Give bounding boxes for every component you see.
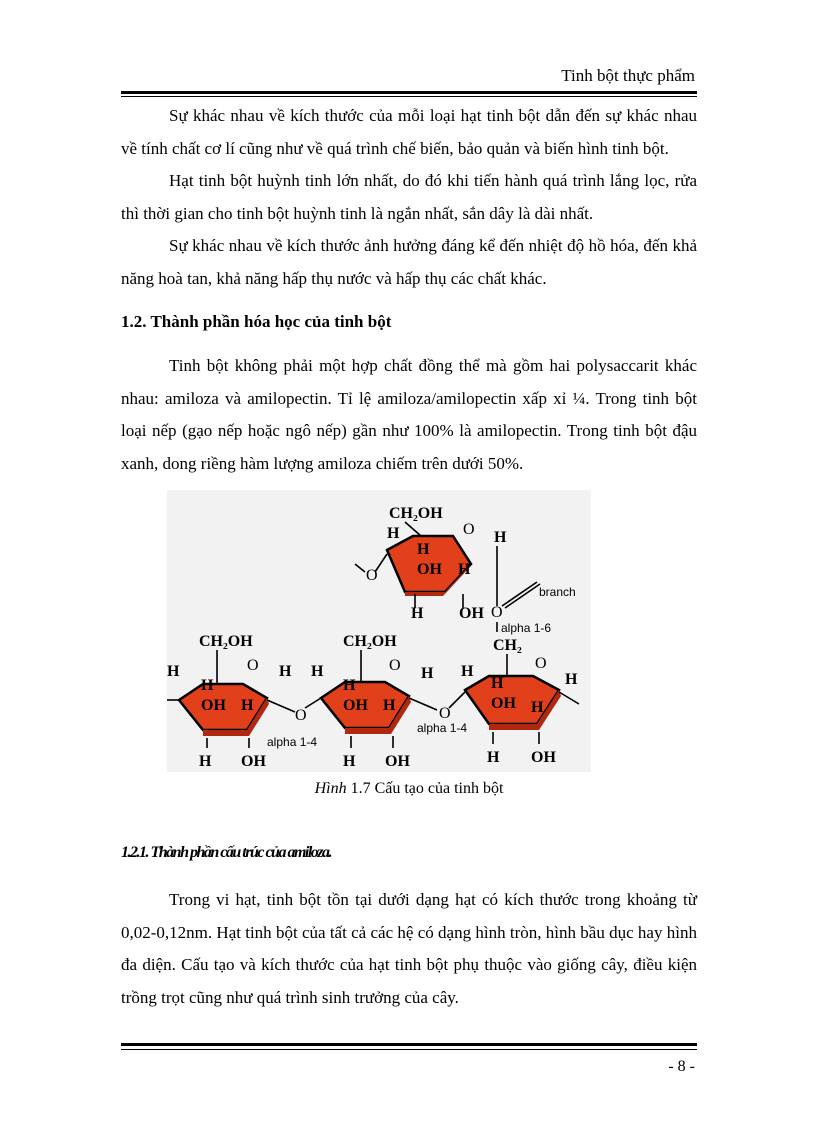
ring1-h-label: H <box>458 561 471 578</box>
ring2-h-label: H <box>241 697 254 714</box>
ring3-h-label: H <box>383 697 396 714</box>
ring4-o-label: O <box>535 655 547 672</box>
ring2-o-label: O <box>247 657 259 674</box>
ring2-oh-label: OH <box>201 697 226 714</box>
ring4-h-label: H <box>531 699 544 716</box>
ring2-h-label: H <box>167 663 180 680</box>
ring4-oh-label: OH <box>491 695 516 712</box>
document-body <box>121 100 697 1014</box>
paragraph-granule-shape: Trong vi hạt, tinh bột tồn tại dưới dạng hạt có kích thước trong khoảng từ 0,02-0,12nm. Hạt tinh bột của tất cả các hệ có dạng hình tròn, hình bầu dục hay hình đa diện. Cấu tạo và kích thước của hạt tinh bột phụ thuộc vào giống cây, điều kiện trồng trọt cũng như quá trình sinh trưởng của cây. <box>121 890 697 1007</box>
ring3-o-label: O <box>389 657 401 674</box>
ring1-oh-label: OH <box>417 561 442 578</box>
ring3-h-label: H <box>343 677 356 694</box>
ring1-h-label: H <box>411 605 424 622</box>
alpha-1-4-label: alpha 1-4 <box>267 735 318 749</box>
ring1-o-label: O <box>491 604 503 621</box>
starch-structure-figure <box>121 490 697 772</box>
ring1-ch2oh-label: CH₂OH <box>389 505 443 522</box>
alpha-1-6-label: alpha 1-6 <box>501 621 552 635</box>
figure-caption <box>121 780 697 798</box>
page-number: - 8 - <box>668 1058 695 1075</box>
branch-label: branch <box>539 585 576 599</box>
header-title: Tinh bột thực phẩm <box>561 66 695 85</box>
ring4-ch2-label: CH₂ <box>493 637 522 654</box>
section-heading: 1.2. Thành phần hóa học của tinh bột <box>121 312 392 331</box>
footer-rule-thin <box>121 1049 697 1050</box>
figure-caption-text: 1.7 Cấu tạo của tinh bột <box>350 780 504 797</box>
alpha-1-4-label: alpha 1-4 <box>417 721 468 735</box>
ring1-h-label: H <box>417 541 430 558</box>
paragraph-composition: Tinh bột không phải một hợp chất đồng thể mà gồm hai polysaccarit khác nhau: amiloza và amilopectin. Tỉ lệ amiloza/amilopectin xấp xỉ ¼. Trong tinh bột loại nếp (gạo nếp hoặc ngô nếp) gần như 100% là amilopectin. Trong tinh bột đậu xanh, dong riềng hàm lượng amiloza chiếm trên dưới 50%. <box>121 356 697 473</box>
ring1-o-label: O <box>463 521 475 538</box>
ring2-h-label: H <box>201 677 214 694</box>
paragraph-gelatinization: Sự khác nhau về kích thước ảnh hưởng đáng kể đến nhiệt độ hồ hóa, đến khả năng hoà tan, khả năng hấp thụ nước và hấp thụ các chất khác. <box>121 236 697 288</box>
glycosidic-o-label: O <box>439 705 451 722</box>
footer-rule-thick <box>121 1043 697 1046</box>
ring2-oh-label: OH <box>241 753 266 770</box>
ring1-h-label: H <box>494 529 507 546</box>
ring4-h-label: H <box>461 663 474 680</box>
ring3-h-label: H <box>311 663 324 680</box>
figure-caption-prefix: Hình <box>314 780 347 797</box>
ring3-oh-label: OH <box>343 697 368 714</box>
paragraph-size-differences: Sự khác nhau về kích thước của mỗi loại hạt tinh bột dẫn đến sự khác nhau về tính chất cơ lí cũng như về quá trình chế biến, bảo quản và biến hình tinh bột. <box>121 106 697 158</box>
ring2-ch2oh-label: CH₂OH <box>199 633 253 650</box>
header-rule-thick <box>121 91 697 94</box>
ring1-o-label: O <box>366 567 378 584</box>
ring2-h-label: H <box>199 753 212 770</box>
ring4-h-label: H <box>487 749 500 766</box>
glycosidic-o-label: O <box>295 707 307 724</box>
ring4-h-label: H <box>491 675 504 692</box>
ring3-h-label: H <box>421 665 434 682</box>
starch-structure-diagram <box>167 490 591 772</box>
ring4-oh-label: OH <box>531 749 556 766</box>
ring3-oh-label: OH <box>385 753 410 770</box>
ring3-h-label: H <box>343 753 356 770</box>
ring2-h-label: H <box>279 663 292 680</box>
ring1-h-label: H <box>387 525 400 542</box>
subsection-heading: 1.2.1. Thành phần cấu trúc của amiloza. <box>121 844 331 861</box>
header-rule-thin <box>121 96 697 97</box>
ring1-oh-label: OH <box>459 605 484 622</box>
ring4-h-label: H <box>565 671 578 688</box>
paragraph-sedimentation: Hạt tinh bột huỳnh tinh lớn nhất, do đó khi tiến hành quá trình lắng lọc, rửa thì thời gian cho tinh bột huỳnh tinh là ngắn nhất, sắn dây là dài nhất. <box>121 171 697 223</box>
ring3-ch2oh-label: CH₂OH <box>343 633 397 650</box>
